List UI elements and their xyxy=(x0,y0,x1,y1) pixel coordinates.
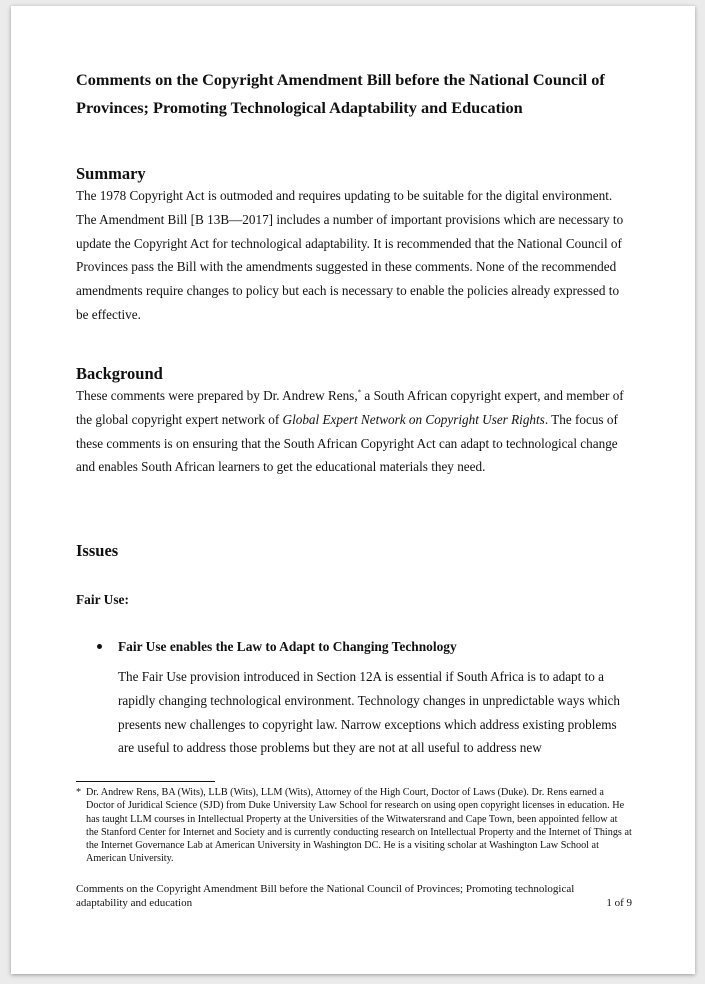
background-paragraph xyxy=(76,384,631,479)
footnote-mark: * xyxy=(76,787,82,798)
background-text-start: These comments were prepared by Dr. Andrew Rens, xyxy=(76,388,358,403)
background-text-end: . The focus of these comments is on ensuring that the South African Copyright Act can adapt to technological change and enables South African learners to get the educational materials they need. xyxy=(76,411,618,475)
footnote-text: Dr. Andrew Rens, BA (Wits), LLB (Wits), LLM (Wits), Attorney of the High Court, Doctor of Laws (Duke). Dr. Rens earned a Doctor of Juridical Science (SJD) from Duke University Law School for research on using open copyright licenses in education. He has taught LLM courses in Intellectual Property at the Universities of the Witwatersrand and Cape Town, been appointed fellow at the Stanford Center for Internet and Society and is currently conducting research on Intellectual Property and the Internet of Things at the Internet Governance Lab at American University in Washington DC. He is a visiting scholar at Washington Law School at American University. xyxy=(86,787,632,865)
background-italic-text: Global Expert Network on Copyright User Rights xyxy=(282,411,545,427)
footnote xyxy=(76,786,632,866)
background-text-middle: a South African copyright expert, and member of the global copyright expert network of xyxy=(76,388,624,427)
bullet-heading: Fair Use enables the Law to Adapt to Changing Technology xyxy=(118,639,457,654)
summary-heading: Summary xyxy=(76,164,146,183)
footer-text: Comments on the Copyright Amendment Bill before the National Council of Provinces; Promoting technological adaptability and education xyxy=(76,883,575,909)
bullet-icon xyxy=(97,644,102,649)
background-heading: Background xyxy=(76,364,163,383)
summary-section xyxy=(76,164,631,327)
footnote-reference[interactable]: * xyxy=(357,388,362,397)
fair-use-subheading: Fair Use: xyxy=(76,592,129,607)
page-number: 1 of 9 xyxy=(606,897,632,909)
issues-section xyxy=(76,541,631,561)
issues-heading: Issues xyxy=(76,541,119,560)
document-title: Comments on the Copyright Amendment Bill before the National Council of Provinces; Promoting Technological Adaptability and Education xyxy=(76,70,605,117)
page-footer xyxy=(76,882,632,910)
footnote-separator xyxy=(76,781,215,782)
summary-paragraph: The 1978 Copyright Act is outmoded and requires updating to be suitable for the digital environment. The Amendment Bill [B 13B—2017] includes a number of important provisions which are necessary to update the Copyright Act for technological adaptability. It is recommended that the National Council of Provinces pass the Bill with the amendments suggested in these comments. None of the recommended amendments require changes to policy but each is necessary to enable the policies already expressed to be effective. xyxy=(76,188,624,322)
bullet-paragraph: The Fair Use provision introduced in Section 12A is essential if South Africa is to adapt to a rapidly changing technological environment. Technology changes in unpredictable ways which presents new challenges to copyright law. Narrow exceptions which address existing problems are useful to address those problems but they are not at all useful to address new xyxy=(118,669,621,756)
page-content xyxy=(76,66,631,756)
document-page xyxy=(11,6,695,974)
background-section xyxy=(76,364,631,479)
